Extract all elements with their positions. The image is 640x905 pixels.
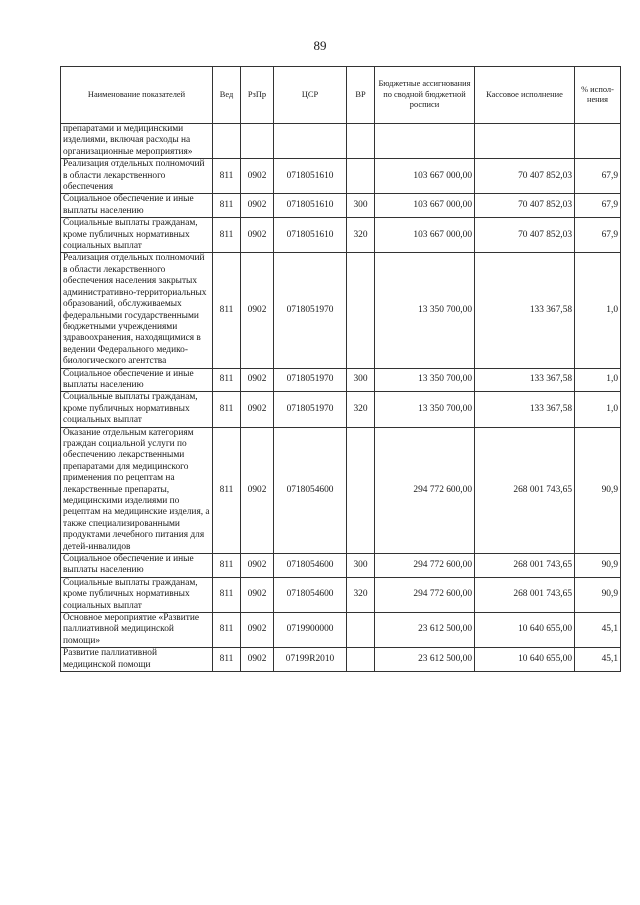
- cell-rzpr: 0902: [241, 577, 274, 612]
- cell-name: Социальные выплаты гражданам, кроме публичных нормативных социальных выплат: [61, 577, 213, 612]
- cell-name: Реализация отдельных полномочий в области лекарственного обеспечения населения закрытых административно-территориальных образований, обслуживаемых федеральными государственными бюджетными учреждениями здравоохранения, находящимися в ведении Федерального медико-биологического агентства: [61, 253, 213, 368]
- cell-budget: 13 350 700,00: [375, 368, 475, 392]
- page-number: 89: [313, 38, 327, 53]
- table-body: [61, 124, 621, 672]
- cell-csr: 0718051610: [274, 218, 347, 253]
- cell-vr: 320: [347, 577, 375, 612]
- cell-vr: [347, 648, 375, 672]
- cell-ved: 811: [213, 648, 241, 672]
- cell-cash: 133 367,58: [475, 253, 575, 368]
- table-header-row: [61, 67, 621, 124]
- cell-budget: [375, 124, 475, 159]
- cell-cash: 268 001 743,65: [475, 554, 575, 578]
- cell-percent: 45,1: [575, 613, 621, 648]
- cell-ved: 811: [213, 194, 241, 218]
- cell-vr: 320: [347, 392, 375, 427]
- cell-name: Социальное обеспечение и иные выплаты населению: [61, 554, 213, 578]
- cell-rzpr: 0902: [241, 427, 274, 553]
- cell-vr: [347, 613, 375, 648]
- cell-rzpr: 0902: [241, 253, 274, 368]
- table-row: [61, 554, 621, 578]
- header-ved: Вед: [213, 67, 241, 124]
- cell-percent: [575, 124, 621, 159]
- cell-csr: 0718051970: [274, 368, 347, 392]
- cell-rzpr: [241, 124, 274, 159]
- cell-rzpr: 0902: [241, 648, 274, 672]
- cell-ved: 811: [213, 368, 241, 392]
- cell-ved: 811: [213, 253, 241, 368]
- header-vr: ВР: [347, 67, 375, 124]
- cell-cash: 10 640 655,00: [475, 648, 575, 672]
- cell-csr: 0718051610: [274, 194, 347, 218]
- cell-cash: 70 407 852,03: [475, 194, 575, 218]
- cell-percent: 67,9: [575, 159, 621, 194]
- cell-ved: 811: [213, 577, 241, 612]
- cell-percent: 1,0: [575, 368, 621, 392]
- budget-execution-table: [60, 66, 621, 672]
- cell-cash: 268 001 743,65: [475, 577, 575, 612]
- cell-name: Основное мероприятие «Развитие паллиативной медицинской помощи»: [61, 613, 213, 648]
- cell-percent: 67,9: [575, 218, 621, 253]
- table-row: [61, 253, 621, 368]
- table-row: [61, 124, 621, 159]
- header-percent: % испол-нения: [575, 67, 621, 124]
- cell-name: препаратами и медицинскими изделиями, включая расходы на организационные мероприятия»: [61, 124, 213, 159]
- cell-vr: [347, 124, 375, 159]
- header-cash: Кассовое исполнение: [475, 67, 575, 124]
- cell-csr: 0718051610: [274, 159, 347, 194]
- cell-budget: 103 667 000,00: [375, 159, 475, 194]
- cell-ved: 811: [213, 392, 241, 427]
- cell-percent: 1,0: [575, 392, 621, 427]
- cell-ved: 811: [213, 554, 241, 578]
- cell-ved: 811: [213, 218, 241, 253]
- cell-cash: 268 001 743,65: [475, 427, 575, 553]
- cell-csr: 0718054600: [274, 427, 347, 553]
- header-budget: Бюджетные ассигнования по сводной бюджетной росписи: [375, 67, 475, 124]
- cell-name: Социальные выплаты гражданам, кроме публичных нормативных социальных выплат: [61, 218, 213, 253]
- cell-csr: 0719900000: [274, 613, 347, 648]
- table-row: [61, 368, 621, 392]
- cell-budget: 294 772 600,00: [375, 427, 475, 553]
- table-row: [61, 218, 621, 253]
- cell-percent: 67,9: [575, 194, 621, 218]
- cell-csr: 0718051970: [274, 392, 347, 427]
- cell-rzpr: 0902: [241, 159, 274, 194]
- cell-cash: 70 407 852,03: [475, 218, 575, 253]
- cell-vr: 320: [347, 218, 375, 253]
- table-row: [61, 194, 621, 218]
- cell-vr: 300: [347, 368, 375, 392]
- cell-cash: 10 640 655,00: [475, 613, 575, 648]
- cell-percent: 45,1: [575, 648, 621, 672]
- cell-budget: 13 350 700,00: [375, 253, 475, 368]
- cell-name: Социальное обеспечение и иные выплаты населению: [61, 194, 213, 218]
- cell-name: Социальные выплаты гражданам, кроме публичных нормативных социальных выплат: [61, 392, 213, 427]
- cell-budget: 13 350 700,00: [375, 392, 475, 427]
- cell-ved: 811: [213, 427, 241, 553]
- cell-percent: 90,9: [575, 577, 621, 612]
- cell-csr: 07199R2010: [274, 648, 347, 672]
- table-row: [61, 159, 621, 194]
- cell-percent: 90,9: [575, 427, 621, 553]
- table-row: [61, 577, 621, 612]
- cell-csr: 0718054600: [274, 577, 347, 612]
- cell-rzpr: 0902: [241, 368, 274, 392]
- cell-ved: 811: [213, 613, 241, 648]
- cell-vr: [347, 159, 375, 194]
- cell-name: Социальное обеспечение и иные выплаты населению: [61, 368, 213, 392]
- cell-ved: 811: [213, 159, 241, 194]
- cell-vr: 300: [347, 554, 375, 578]
- cell-rzpr: 0902: [241, 194, 274, 218]
- cell-vr: [347, 427, 375, 553]
- cell-percent: 1,0: [575, 253, 621, 368]
- cell-budget: 294 772 600,00: [375, 554, 475, 578]
- cell-rzpr: 0902: [241, 218, 274, 253]
- cell-name: Оказание отдельным категориям граждан социальной услуги по обеспечению лекарственными препаратами для медицинского применения по рецептам на лекарственные препараты, медицинскими изделиями по рецептам на медицинские изделия, а также специализированными продуктами лечебного питания для детей-инвалидов: [61, 427, 213, 553]
- cell-csr: 0718051970: [274, 253, 347, 368]
- table-row: [61, 392, 621, 427]
- cell-ved: [213, 124, 241, 159]
- cell-vr: 300: [347, 194, 375, 218]
- cell-vr: [347, 253, 375, 368]
- cell-rzpr: 0902: [241, 392, 274, 427]
- cell-cash: 133 367,58: [475, 392, 575, 427]
- cell-budget: 294 772 600,00: [375, 577, 475, 612]
- cell-rzpr: 0902: [241, 613, 274, 648]
- cell-percent: 90,9: [575, 554, 621, 578]
- table-row: [61, 613, 621, 648]
- cell-budget: 103 667 000,00: [375, 218, 475, 253]
- cell-csr: 0718054600: [274, 554, 347, 578]
- cell-name: Развитие паллиативной медицинской помощи: [61, 648, 213, 672]
- table-row: [61, 427, 621, 553]
- cell-cash: 133 367,58: [475, 368, 575, 392]
- cell-budget: 23 612 500,00: [375, 613, 475, 648]
- cell-budget: 103 667 000,00: [375, 194, 475, 218]
- header-rzpr: РзПр: [241, 67, 274, 124]
- cell-cash: [475, 124, 575, 159]
- cell-budget: 23 612 500,00: [375, 648, 475, 672]
- cell-csr: [274, 124, 347, 159]
- cell-cash: 70 407 852,03: [475, 159, 575, 194]
- cell-name: Реализация отдельных полномочий в области лекарственного обеспечения: [61, 159, 213, 194]
- header-csr: ЦСР: [274, 67, 347, 124]
- header-name: Наименование показателей: [61, 67, 213, 124]
- cell-rzpr: 0902: [241, 554, 274, 578]
- table-row: [61, 648, 621, 672]
